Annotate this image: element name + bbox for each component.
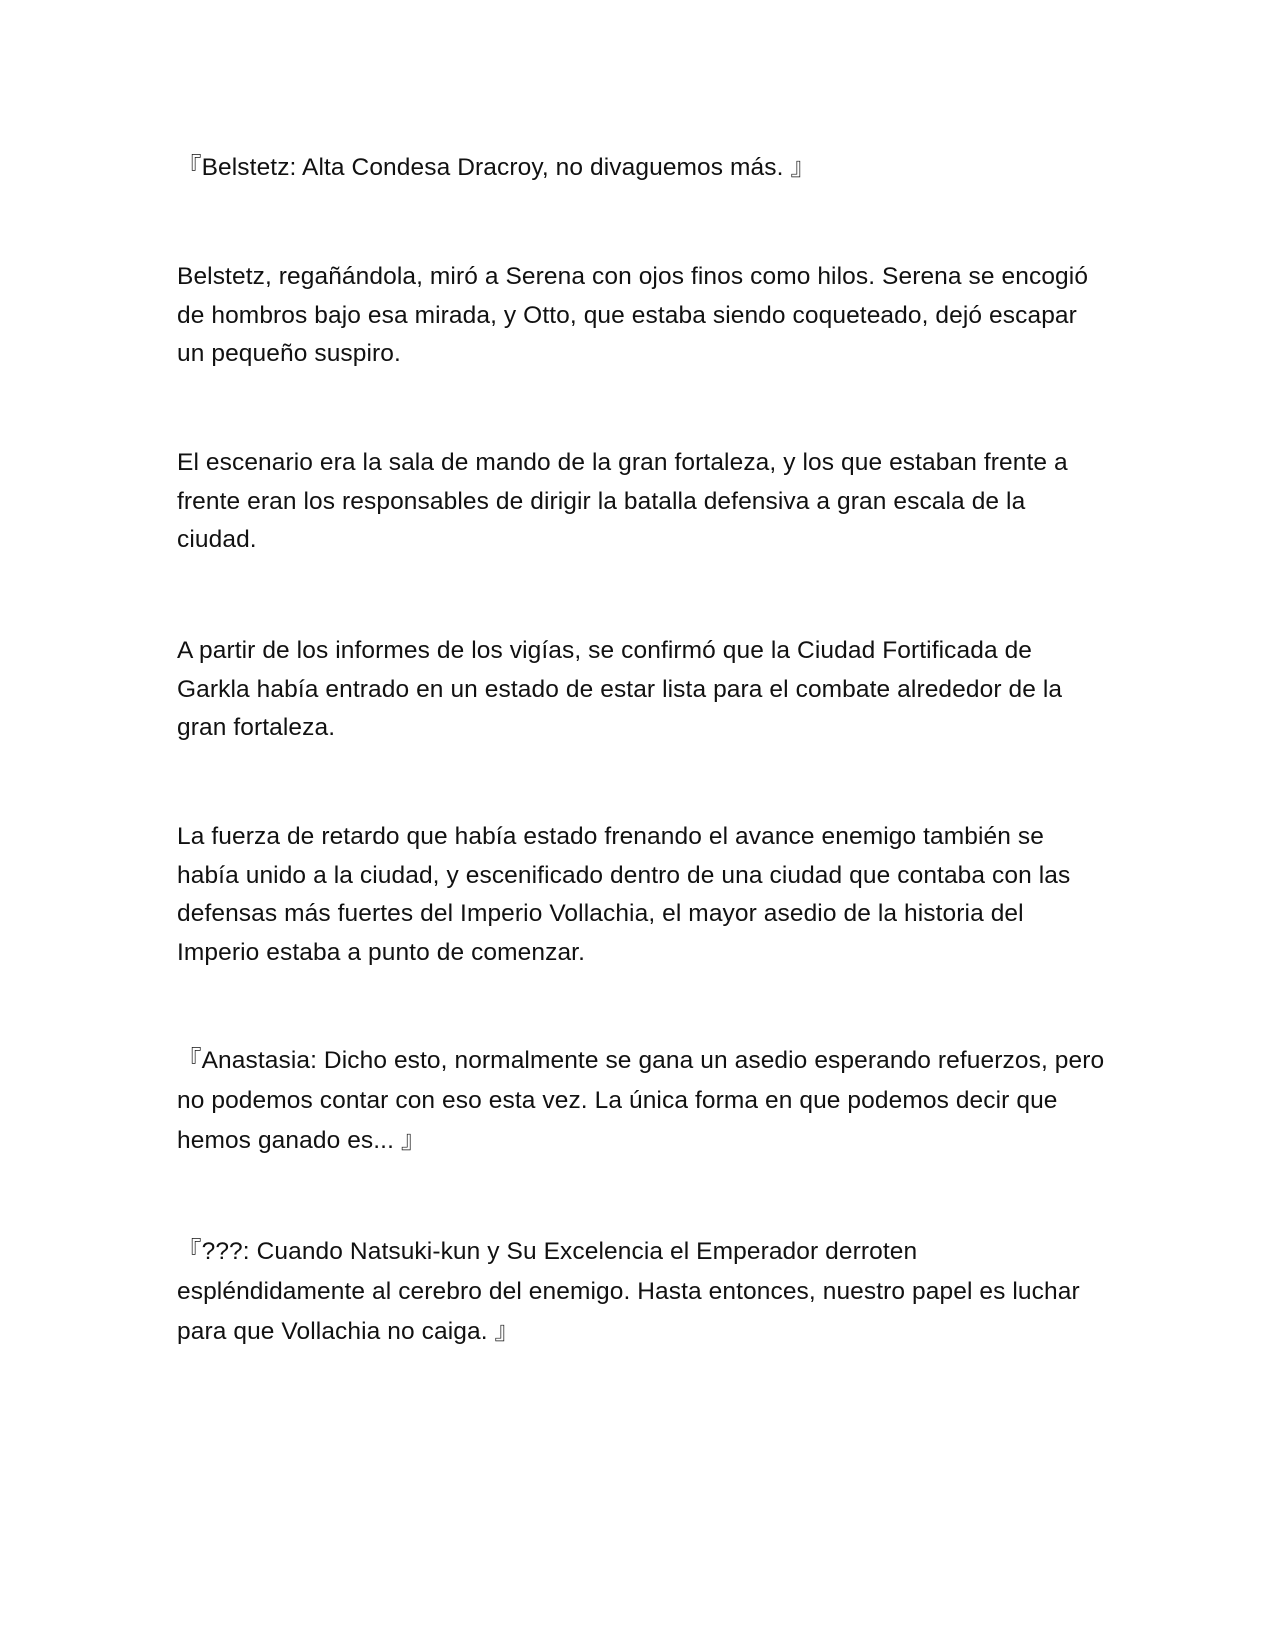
narration-paragraph: El escenario era la sala de mando de la gran fortaleza, y los que estaban frente a frente eran los responsables de dirigir la batalla defensiva a gran escala de la ciudad. — [177, 449, 1068, 553]
dialogue-unknown: 『???: Cuando Natsuki-kun y Su Excelencia el Emperador derroten espléndidamente al cerebro del enemigo. Hasta entonces, nuestro papel es luchar para que Vollachia no caiga. 』 — [177, 1238, 1080, 1345]
narration-paragraph: La fuerza de retardo que había estado frenando el avance enemigo también se había unido a la ciudad, y escenificado dentro de una ciudad que contaba con las defensas más fuertes del Imperio Vollachia, el mayor asedio de la historia del Imperio estaba a punto de comenzar. — [177, 823, 1071, 966]
dialogue-belstetz: 『Belstetz: Alta Condesa Dracroy, no divaguemos más. 』 — [177, 154, 816, 181]
narration-paragraph: A partir de los informes de los vigías, se confirmó que la Ciudad Fortificada de Garkla había entrado en un estado de estar lista para el combate alrededor de la gran fortaleza. — [177, 637, 1063, 741]
narration-paragraph: Belstetz, regañándola, miró a Serena con ojos finos como hilos. Serena se encogió de hombros bajo esa mirada, y Otto, que estaba siendo coqueteado, dejó escapar un pequeño suspiro. — [177, 263, 1089, 367]
dialogue-anastasia: 『Anastasia: Dicho esto, normalmente se gana un asedio esperando refuerzos, pero no podemos contar con eso esta vez. La única forma en que podemos decir que hemos ganado es... 』 — [177, 1047, 1105, 1154]
